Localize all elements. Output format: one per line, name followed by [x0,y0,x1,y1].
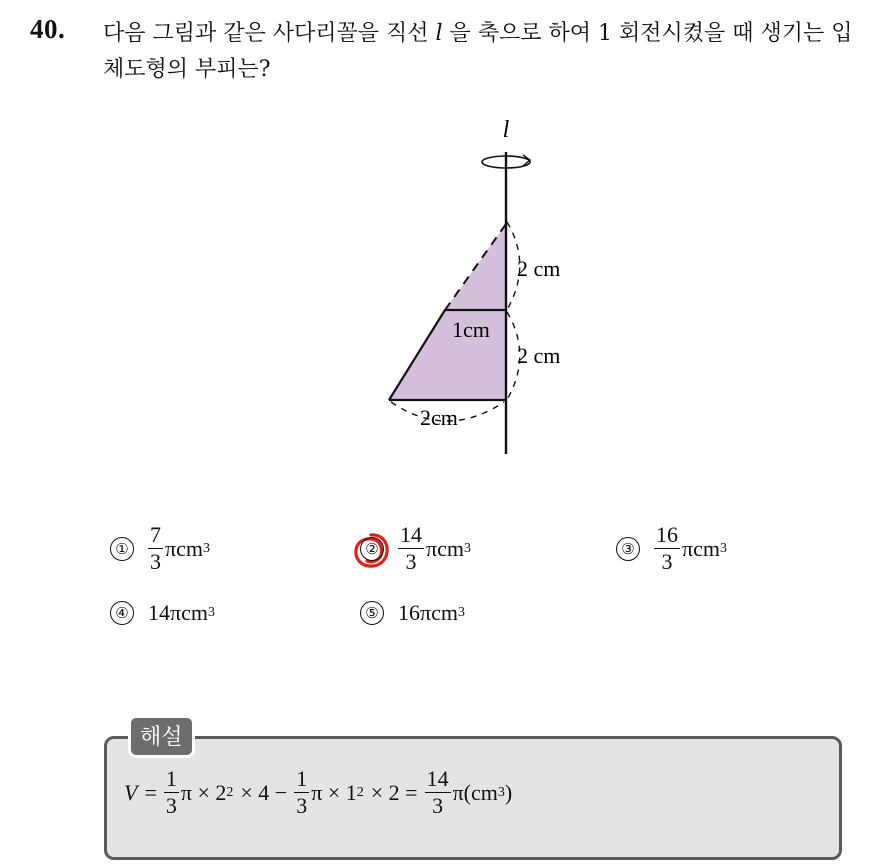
option-4-unit: πcm [170,600,208,625]
trapezoid-figure [380,112,610,462]
label-mid-height: 2 cm [517,343,561,368]
formula-term-2: π × 1 [311,779,357,805]
label-top-width: 1cm [452,317,490,342]
option-1-fraction: $\frac{7}{3}$ [150,522,161,574]
option-3-fraction: $\frac{16}{3}$ [656,522,678,574]
formula-frac-1: $\frac{1}{3}$ [165,766,177,818]
formula-equals: = [144,779,157,805]
formula-term-1: π × 2 [180,779,227,805]
label-top-height: 2 cm [517,256,561,281]
solution-formula: V = $\frac{1}{3}$ π × 2 2 × 4 − $\frac{1}{3}$ π × 1 2 × 2 = $\frac{14}{3}$ π(cm 3 ) [124,766,513,818]
formula-term-3: π(cm [452,779,498,805]
formula-frac-2: $\frac{1}{3}$ [296,766,308,818]
option-4[interactable]: ④ 14 πcm 3 [110,600,215,626]
option-3-number: ③ [616,537,640,561]
question-text-part2: 을 축으로 하여 1 회전시켰을 때 생기는 입체도형의 부피는? [103,21,853,82]
formula-v: V [124,779,138,805]
question-text-part1: 다음 그림과 같은 사다리꼴을 직선 [103,21,436,46]
option-5-number: ⑤ [360,601,384,625]
option-5[interactable]: ⑤ 16 πcm 3 [360,600,465,626]
option-1-number: ① [110,537,134,561]
formula-term-2-tail: × 2 = [370,779,418,805]
question-number: 40. [30,14,66,44]
option-1-unit: πcm [165,535,203,561]
trapezoid-diagram [380,112,610,462]
option-5-unit: πcm [420,600,458,625]
option-4-number: ④ [110,601,134,625]
option-2-unit: πcm [426,535,464,561]
axis-label: l [502,117,510,143]
question-text [103,16,873,88]
option-2-fraction: $\frac{14}{3}$ [400,522,422,574]
option-2[interactable]: ② $\frac{14}{3}$ πcm 3 [360,522,471,575]
option-5-value: 16 [398,600,420,625]
label-bottom-width: 2cm [420,405,458,430]
solution-tag: 해설 [128,715,195,758]
formula-close: ) [504,779,513,805]
formula-frac-3: $\frac{14}{3}$ [426,766,449,818]
option-1[interactable]: ① $\frac{7}{3}$ πcm 3 [110,522,210,575]
formula-term-1-tail: × 4 − [240,779,288,805]
axis-l-symbol: l [435,21,443,46]
option-4-value: 14 [148,600,170,625]
option-3[interactable]: ③ $\frac{16}{3}$ πcm 3 [616,522,727,575]
option-2-number: ② [360,537,384,561]
option-3-unit: πcm [682,535,720,561]
